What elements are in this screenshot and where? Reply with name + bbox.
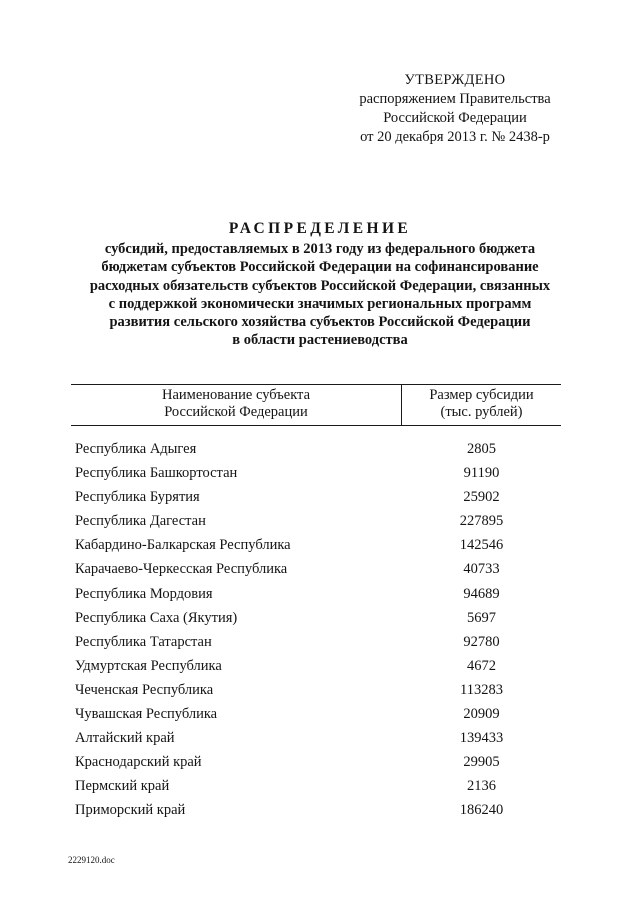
title-line: бюджетам субъектов Российской Федерации на софинансирование (101, 259, 539, 276)
table-row (75, 439, 561, 463)
table-row (75, 584, 561, 608)
title-line: развития сельского хозяйства субъектов Российской Федерации (109, 314, 531, 331)
approval-stamp: УТВЕРЖДЕНО (404, 72, 506, 88)
subject-name: Чеченская Республика (75, 681, 214, 698)
subject-name: Республика Бурятия (75, 489, 200, 506)
subject-name: Приморский край (75, 802, 186, 819)
table-row (75, 559, 561, 583)
subsidy-value: 5697 (467, 609, 496, 626)
subsidy-value: 139433 (459, 730, 504, 747)
subject-name: Республика Татарстан (75, 633, 212, 650)
subject-name: Республика Дагестан (75, 513, 206, 530)
table-row (75, 680, 561, 704)
subject-name: Чувашская Республика (75, 706, 218, 723)
approval-block (330, 71, 580, 147)
table-row (75, 728, 561, 752)
table-row (75, 535, 561, 559)
table-row (75, 463, 561, 487)
table-header (71, 384, 561, 426)
subsidy-value: 113283 (460, 681, 503, 698)
title-line: расходных обязательств субъектов Российской Федерации, связанных (89, 277, 551, 294)
title-line: с поддержкой экономически значимых региональных программ (108, 295, 532, 312)
table-row (75, 487, 561, 511)
table-row (75, 656, 561, 680)
subsidy-value: 91190 (463, 465, 500, 482)
subject-name: Пермский край (75, 778, 170, 795)
document-file-id: 2229120.doc (68, 855, 115, 865)
table-row (75, 632, 561, 656)
approval-line-2: Российской Федерации (383, 110, 527, 126)
subject-name: Алтайский край (75, 730, 175, 747)
subject-name: Республика Башкортостан (75, 465, 238, 482)
title-line: субсидий, предоставляемых в 2013 году из федерального бюджета (104, 241, 536, 258)
table-row (75, 776, 561, 800)
subsidy-value: 25902 (463, 489, 500, 506)
subsidy-value: 94689 (463, 585, 500, 602)
subsidy-value: 92780 (463, 633, 500, 650)
subsidy-value: 20909 (463, 706, 500, 723)
approval-line-3: от 20 декабря 2013 г. № 2438-р (360, 129, 550, 145)
title-line: в области растениеводства (232, 332, 408, 349)
column-header-subsidy (402, 387, 561, 421)
column-header-subsidy-line-1: Размер субсидии (429, 387, 534, 403)
subsidy-value: 227895 (459, 513, 504, 530)
subject-name: Карачаево-Черкесская Республика (75, 561, 288, 578)
table-row (75, 752, 561, 776)
subsidy-value: 2136 (467, 778, 496, 795)
subsidy-value: 4672 (467, 657, 496, 674)
table-row (75, 511, 561, 535)
column-header-subsidy-line-2: (тыс. рублей) (440, 404, 523, 420)
table-row (75, 704, 561, 728)
table-body (75, 439, 561, 825)
column-header-subject-line-1: Наименование субъекта (161, 387, 311, 403)
subsidy-value: 186240 (459, 802, 504, 819)
column-header-subject-line-2: Российской Федерации (164, 404, 308, 420)
title-heading: РАСПРЕДЕЛЕНИЕ (228, 220, 412, 237)
subject-name: Кабардино-Балкарская Республика (75, 537, 291, 554)
document-title (60, 220, 580, 349)
table-row (75, 800, 561, 824)
subsidy-value: 40733 (463, 561, 500, 578)
column-header-subject (71, 387, 401, 421)
subject-name: Республика Саха (Якутия) (75, 609, 238, 626)
subsidy-value: 2805 (467, 441, 496, 457)
subsidy-value: 142546 (459, 537, 504, 554)
table-row (75, 608, 561, 632)
subject-name: Республика Адыгея (75, 441, 197, 457)
subject-name: Удмуртская Республика (75, 657, 222, 674)
subject-name: Республика Мордовия (75, 585, 213, 602)
approval-line-1: распоряжением Правительства (359, 91, 551, 107)
subject-name: Краснодарский край (75, 754, 202, 771)
subsidy-value: 29905 (463, 754, 500, 771)
